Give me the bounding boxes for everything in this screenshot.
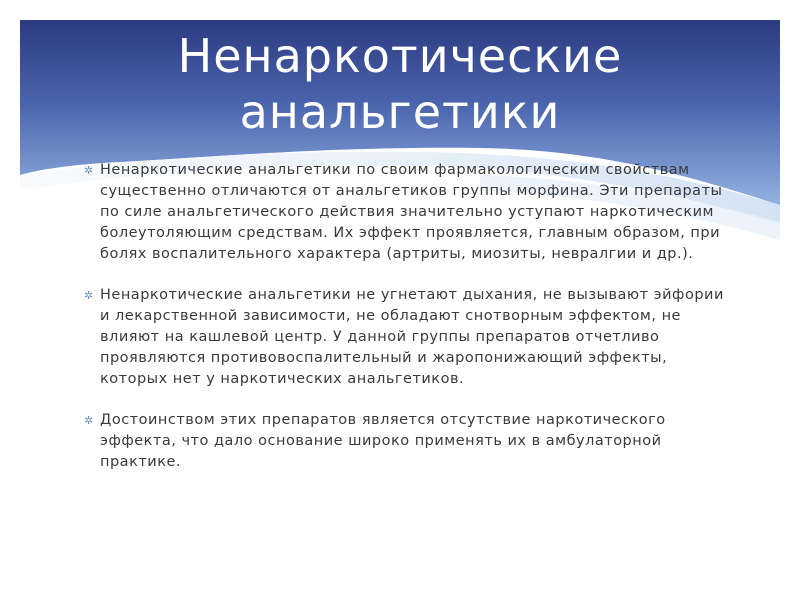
slide-title <box>100 28 700 140</box>
slide-title-line-1: Ненаркотические <box>177 29 623 83</box>
bullet-star-icon: ✲ <box>84 289 94 302</box>
bullet-item <box>84 160 734 265</box>
bullet-star-icon: ✲ <box>84 414 94 427</box>
bullet-text: Ненаркотические анальгетики не угнетают дыхания, не вызывают эйфории и лекарственной зависимости, не обладают снотворным эффектом, не влияют на кашлевой центр. У данной группы препаратов отчетливо проявляются противовоспалительный и жаропонижающий эффекты, которых нет у наркотических анальгетиков. <box>100 287 724 387</box>
bullet-star-icon: ✲ <box>84 164 94 177</box>
slide-title-line-2: анальгетики <box>239 85 561 139</box>
bullet-item <box>84 410 734 473</box>
bullet-item <box>84 285 734 390</box>
bullet-text: Ненаркотические анальгетики по своим фармакологическим свойствам существенно отличаются от анальгетиков группы морфина. Эти препараты по силе анальгетического действия значительно уступают наркотическим болеутоляющим средствам. Их эффект проявляется, главным образом, при болях воспалительного характера (артриты, миозиты, невралгии и др.). <box>100 162 723 262</box>
slide-content <box>84 160 734 493</box>
bullet-text: Достоинством этих препаратов является отсутствие наркотического эффекта, что дало основание широко применять их в амбулаторной практике. <box>100 412 666 470</box>
